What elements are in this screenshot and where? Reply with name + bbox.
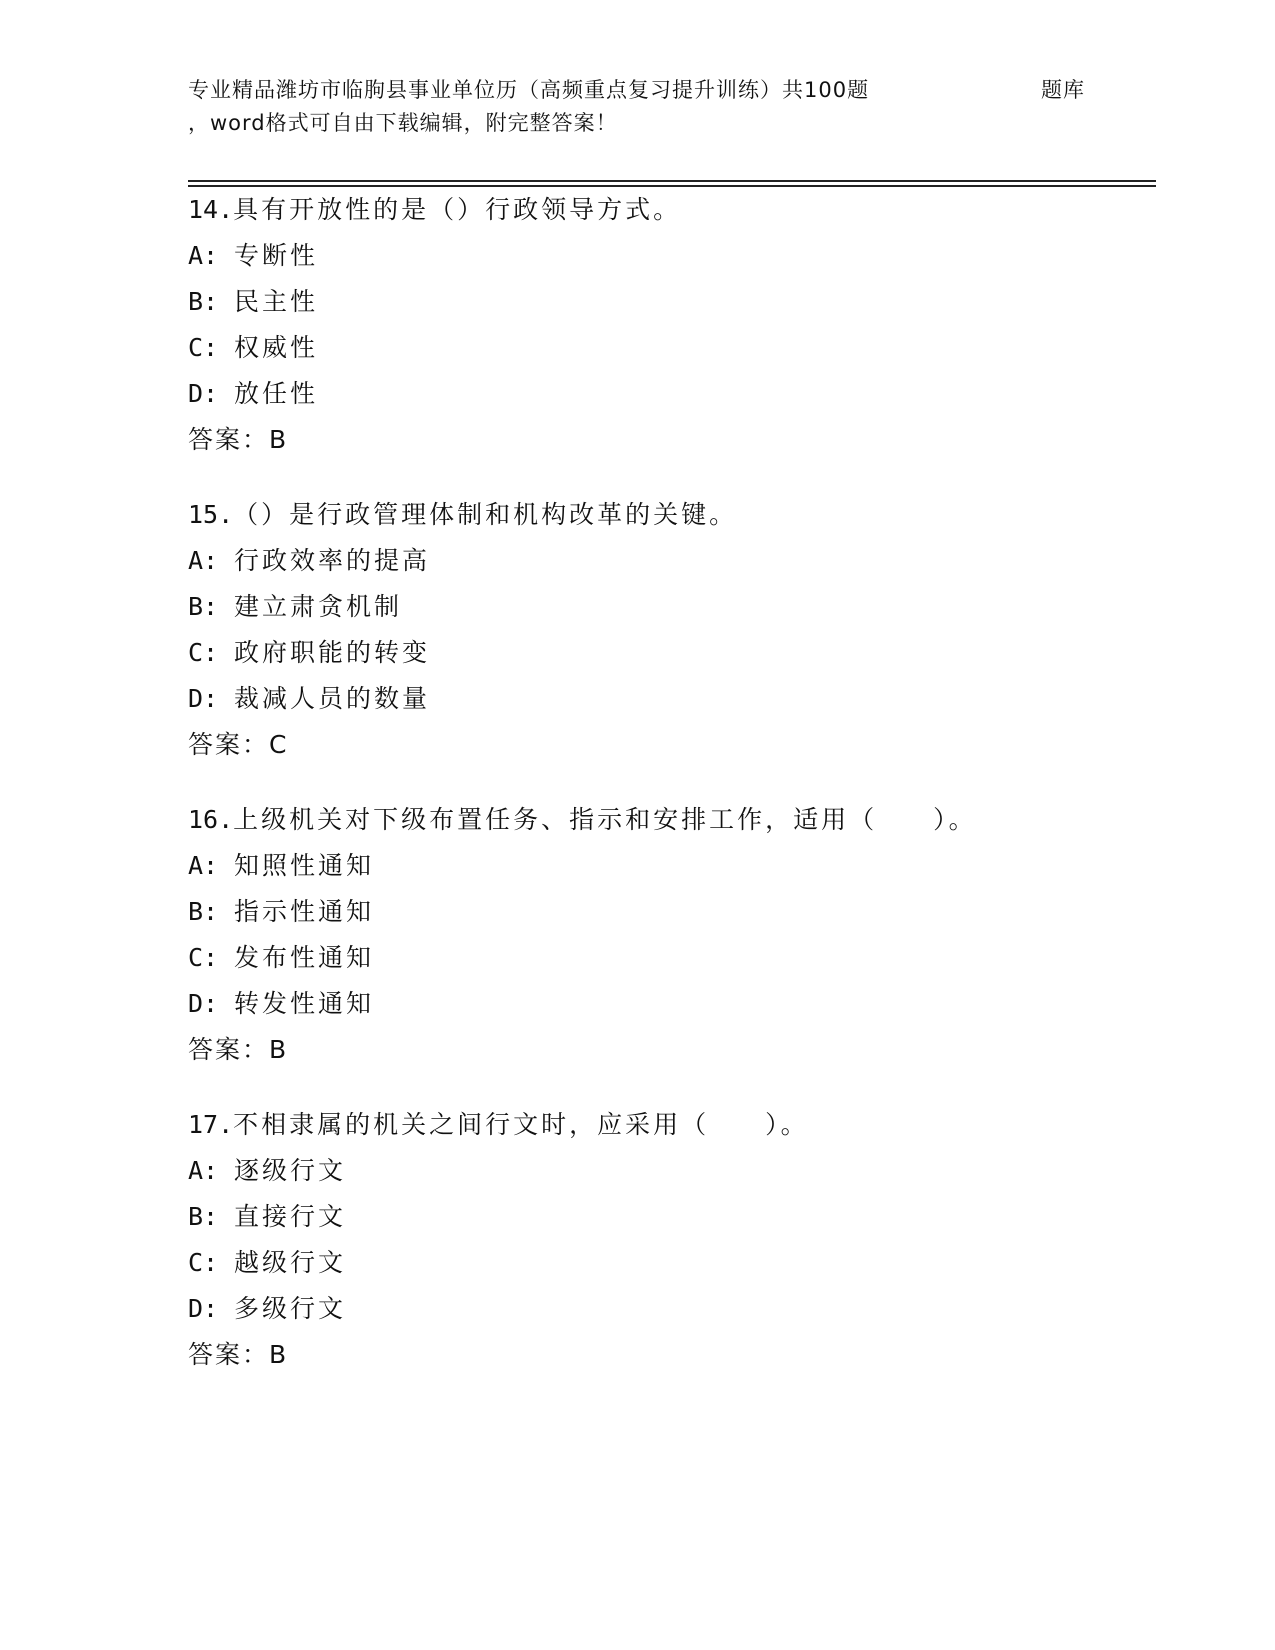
option-text: 行政效率的提高 [234,546,431,575]
option-text: 转发性通知 [234,989,375,1018]
answer-line [188,1027,1148,1073]
header-tag: 题库 [1041,78,1085,102]
option-letter: A: [188,546,219,575]
option-letter: D: [188,1294,219,1323]
question-stem [188,187,1148,233]
answer-line [188,417,1148,463]
answer-value: B [269,425,287,454]
header-subtitle: ，word格式可自由下载编辑，附完整答案！ [188,111,618,135]
option-b [188,279,1148,325]
option-letter: C: [188,1248,219,1277]
option-text: 民主性 [234,287,319,316]
option-text: 专断性 [234,241,319,270]
option-b [188,1194,1148,1240]
option-letter: A: [188,1156,219,1185]
question-block [188,1102,1148,1378]
option-text: 指示性通知 [234,897,375,926]
option-letter: D: [188,379,219,408]
option-b [188,889,1148,935]
option-text: 多级行文 [234,1294,347,1323]
option-d [188,676,1148,722]
option-d [188,371,1148,417]
option-a [188,538,1148,584]
option-c [188,630,1148,676]
question-number: 15. [188,500,234,529]
option-letter: B: [188,1202,219,1231]
answer-value: C [269,730,287,759]
option-letter: C: [188,638,219,667]
option-letter: D: [188,684,219,713]
option-text: 建立肃贪机制 [234,592,403,621]
answer-label: 答案： [188,1340,270,1369]
option-a [188,843,1148,889]
question-text: 上级机关对下级布置任务、指示和安排工作，适用（ ）。 [233,805,977,834]
question-block [188,797,1148,1073]
answer-label: 答案： [188,425,270,454]
option-letter: D: [188,989,219,1018]
question-number: 17. [188,1110,234,1139]
answer-value: B [269,1340,287,1369]
answer-line [188,1332,1148,1378]
header-title: 专业精品潍坊市临朐县事业单位历（高频重点复习提升训练）共100题 [188,78,870,102]
option-c [188,325,1148,371]
option-letter: B: [188,287,219,316]
option-a [188,233,1148,279]
option-text: 放任性 [234,379,319,408]
question-number: 14. [188,195,234,224]
option-text: 知照性通知 [234,851,375,880]
answer-label: 答案： [188,730,270,759]
option-c [188,935,1148,981]
option-letter: B: [188,897,219,926]
option-b [188,584,1148,630]
question-text: 具有开放性的是（）行政领导方式。 [233,195,682,224]
option-text: 越级行文 [234,1248,347,1277]
question-text: 不相隶属的机关之间行文时，应采用（ ）。 [233,1110,809,1139]
option-text: 权威性 [234,333,319,362]
option-a [188,1148,1148,1194]
question-stem [188,797,1148,843]
answer-label: 答案： [188,1035,270,1064]
document-header [188,74,1148,140]
question-block [188,492,1148,768]
option-text: 裁减人员的数量 [234,684,431,713]
option-text: 直接行文 [234,1202,347,1231]
option-d [188,1286,1148,1332]
option-c [188,1240,1148,1286]
option-text: 逐级行文 [234,1156,347,1185]
option-letter: A: [188,241,219,270]
option-d [188,981,1148,1027]
question-number: 16. [188,805,234,834]
answer-value: B [269,1035,287,1064]
header-divider-top [188,180,1156,182]
option-text: 发布性通知 [234,943,375,972]
option-text: 政府职能的转变 [234,638,431,667]
option-letter: B: [188,592,219,621]
question-block [188,187,1148,463]
option-letter: C: [188,943,219,972]
option-letter: C: [188,333,219,362]
question-stem [188,1102,1148,1148]
option-letter: A: [188,851,219,880]
answer-line [188,722,1148,768]
question-text: （）是行政管理体制和机构改革的关键。 [233,500,738,529]
question-stem [188,492,1148,538]
